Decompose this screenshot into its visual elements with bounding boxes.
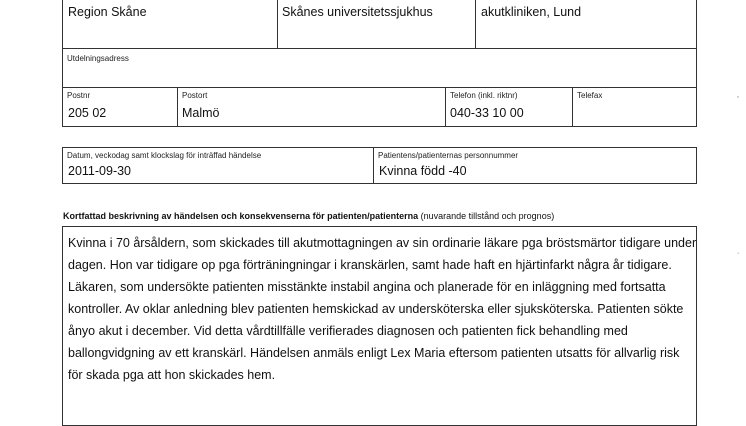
- divider: [277, 0, 278, 49]
- event-date-label: Datum, veckodag samt klockslag för inträffad händelse: [67, 151, 262, 160]
- description-line: dagen. Hon var tidigare op pga förträningningar i kranskärlen, samt hade haft en hjärtinfarkt några år tidigare.: [68, 258, 672, 272]
- description-heading-note: (nuvarande tillstånd och prognos): [420, 211, 555, 221]
- description-line: för skada pga att hon skickades hem.: [68, 368, 276, 382]
- divider: [373, 147, 374, 184]
- scan-mark: ·: [737, 250, 740, 257]
- divider: [572, 87, 573, 127]
- postnr-label: Postnr: [67, 91, 91, 100]
- divider: [475, 0, 476, 49]
- telefax-label: Telefax: [577, 91, 603, 100]
- divider: [445, 87, 446, 127]
- address-row: [62, 48, 697, 88]
- telefon-label: Telefon (inkl. riktnr): [450, 91, 518, 100]
- postnr-value: 205 02: [68, 106, 107, 120]
- telefon-value: 040-33 10 00: [450, 106, 524, 120]
- event-date-value: 2011-09-30: [68, 164, 132, 178]
- patient-id-label: Patientens/patienternas personnummer: [378, 151, 519, 160]
- postort-value: Malmö: [182, 106, 220, 120]
- description-heading-title: Kortfattad beskrivning av händelsen och konsekvenserna för patienten/patienterna: [63, 211, 419, 221]
- region-value: Region Skåne: [68, 5, 147, 19]
- hospital-value: Skånes universitetssjukhus: [282, 5, 433, 19]
- description-heading: [63, 211, 554, 221]
- description-line: Kvinna i 70 årsåldern, som skickades till akutmottagningen av sin ordinarie läkare pga bröstsmärtor tidigare under: [68, 236, 697, 250]
- address-label: Utdelningsadress: [67, 54, 129, 63]
- patient-id-value: Kvinna född -40: [379, 164, 467, 178]
- description-line: Läkaren, som undersökte patienten misstänkte instabil angina och planerade för en inläggning med fortsatta: [68, 280, 666, 294]
- description-line: ånyo akut i december. Vid detta vårdtillfälle verifierades diagnosen och patienten fick behandling med: [68, 324, 628, 338]
- description-line: ballongvidgning av ett kranskärl. Händelsen anmäls enligt Lex Maria eftersom patienten utsatts för allvarlig risk: [68, 346, 680, 360]
- postort-label: Postort: [182, 91, 208, 100]
- description-line: kontroller. Av oklar anledning blev patienten hemskickad av undersköterska eller sjuksköterska. Patienten sökte: [68, 302, 684, 316]
- scan-mark: ,: [737, 92, 739, 99]
- description-text: [68, 232, 696, 386]
- divider: [177, 87, 178, 127]
- clinic-value: akutkliniken, Lund: [481, 5, 582, 19]
